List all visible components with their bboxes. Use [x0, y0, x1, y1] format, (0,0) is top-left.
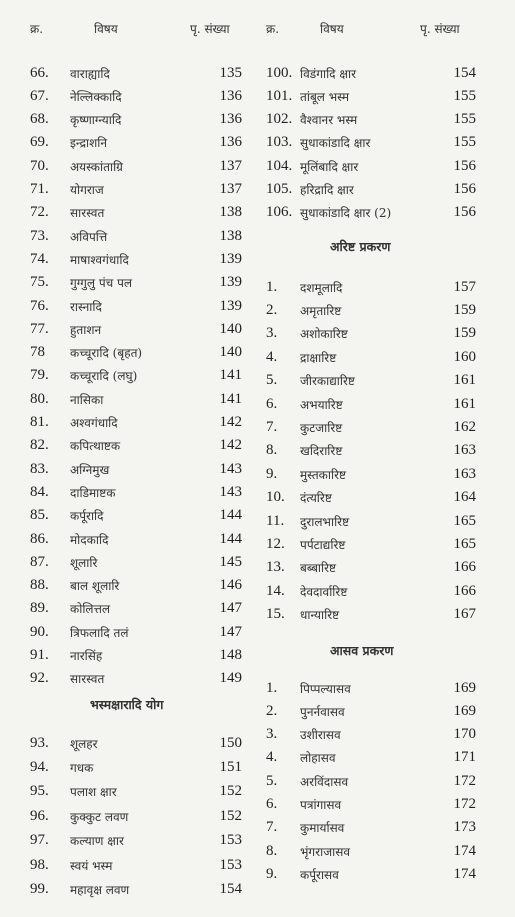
item-number: 74. [30, 250, 49, 267]
item-number: 97. [30, 832, 49, 849]
item-title: हुताशन [70, 322, 102, 337]
item-title: अभयारिष्ट [300, 397, 343, 412]
item-number: 72. [30, 204, 49, 221]
section-title-bhasma: भस्मक्षारादि योग [90, 697, 164, 712]
list-item [30, 295, 242, 317]
list-item [266, 463, 476, 485]
item-number: 73. [30, 227, 49, 244]
item-number: 8. [266, 442, 278, 459]
item-page-number: 144 [219, 530, 242, 547]
list-item [266, 155, 476, 177]
item-page-number: 144 [219, 507, 242, 524]
list-item [30, 318, 242, 340]
item-page-number: 169 [453, 679, 476, 696]
list-item [266, 440, 476, 462]
item-page-number: 148 [219, 647, 242, 663]
item-number: 13. [266, 559, 285, 576]
item-title: जीरकाद्यारिष्ट [300, 374, 355, 389]
list-item [266, 276, 476, 298]
item-page-number: 165 [453, 512, 476, 529]
item-page-number: 170 [453, 726, 476, 743]
item-title: देवदार्वारिष्ट [300, 584, 348, 599]
list-item [30, 505, 242, 527]
list-item [30, 481, 242, 503]
item-page-number: 154 [453, 64, 476, 81]
list-item [266, 557, 476, 579]
list-item [266, 85, 476, 107]
item-number: 99. [30, 880, 49, 897]
list-item [266, 179, 476, 201]
item-page-number: 139 [219, 250, 242, 267]
item-page-number: 147 [219, 600, 242, 617]
item-page-number: 152 [219, 783, 242, 800]
list-item [30, 179, 242, 201]
list-item [30, 388, 242, 410]
item-page-number: 173 [453, 819, 476, 836]
item-page-number: 154 [219, 880, 242, 897]
item-title: अश्वगंधादि [70, 416, 118, 430]
header-left-page: पृ. संख्या [190, 22, 230, 36]
list-item [30, 781, 242, 803]
list-item [30, 830, 242, 852]
list-item [30, 85, 242, 107]
item-title: तांबूल भस्म [300, 89, 350, 104]
item-title: पत्रांगासव [300, 798, 342, 812]
item-page-number: 160 [453, 348, 476, 365]
item-number: 102. [266, 111, 293, 128]
item-title: वैश्वानर भस्म [300, 113, 358, 128]
item-number: 86. [30, 530, 49, 547]
item-title: गुग्गुलु पंच पल [70, 276, 133, 291]
list-item [266, 604, 476, 626]
item-page-number: 142 [219, 437, 242, 454]
item-title: अग्निमुख [70, 462, 110, 477]
item-number: 1. [266, 278, 278, 295]
list-item [266, 323, 476, 345]
list-item [266, 346, 476, 368]
item-number: 14. [266, 582, 285, 599]
list-item [30, 645, 242, 667]
list-item [30, 435, 242, 457]
list-item [266, 677, 476, 699]
item-number: 96. [30, 807, 49, 824]
item-number: 4. [266, 749, 278, 766]
section-title-arishta: अरिष्ट प्रकरण [330, 239, 391, 254]
item-number: 106. [266, 204, 293, 221]
item-page-number: 155 [453, 87, 476, 104]
header-right-number: क्र. [266, 22, 280, 36]
item-page-number: 155 [453, 134, 476, 151]
item-page-number: 142 [219, 414, 242, 430]
item-title: पुनर्नवासव [300, 704, 345, 719]
list-item [30, 598, 242, 620]
item-number: 98. [30, 856, 49, 873]
item-title: विडंगादि क्षार [300, 66, 356, 81]
item-page-number: 143 [219, 483, 242, 500]
item-number: 76. [30, 297, 49, 314]
list-item [266, 299, 476, 321]
item-page-number: 153 [219, 856, 242, 873]
list-item [266, 840, 476, 862]
item-page-number: 171 [453, 749, 476, 766]
item-page-number: 152 [219, 807, 242, 824]
list-item [30, 155, 242, 177]
list-item [266, 202, 476, 224]
item-title: कुटजारिष्ट [300, 420, 343, 435]
item-page-number: 166 [453, 582, 476, 599]
item-number: 11. [266, 512, 285, 529]
header-right-subject: विषय [320, 22, 344, 36]
item-page-number: 159 [453, 325, 476, 342]
list-item [266, 132, 476, 154]
list-item [30, 202, 242, 224]
item-number: 79. [30, 367, 49, 384]
item-title: दशमूलादि [300, 280, 343, 295]
item-title: पर्पटाद्यरिष्ट [300, 537, 346, 552]
item-title: कच्चूरादि (लघु) [70, 369, 138, 384]
list-item [266, 533, 476, 555]
item-title: त्रिफलादि तलं [70, 625, 129, 640]
item-title: माषाश्वगंधादि [70, 252, 129, 267]
list-item [30, 342, 242, 364]
item-number: 82. [30, 437, 49, 454]
list-item [30, 732, 242, 754]
item-page-number: 156 [453, 181, 476, 197]
item-number: 95. [30, 783, 49, 800]
item-number: 93. [30, 734, 49, 751]
item-page-number: 146 [219, 577, 242, 594]
item-number: 69. [30, 134, 49, 151]
list-item [266, 416, 476, 438]
item-page-number: 136 [219, 134, 242, 151]
item-number: 92. [30, 670, 49, 687]
item-number: 94. [30, 758, 49, 775]
item-number: 80. [30, 390, 49, 407]
list-item [30, 225, 242, 247]
item-page-number: 137 [219, 181, 242, 197]
header-right-page: पृ. संख्या [420, 22, 460, 36]
item-number: 83. [30, 460, 49, 477]
item-title: बब्बारिष्ट [300, 561, 337, 576]
list-item [30, 132, 242, 154]
list-item [266, 487, 476, 509]
item-title: कल्याण क्षार [70, 834, 124, 849]
header-left-subject: विषय [94, 22, 118, 36]
item-page-number: 150 [219, 734, 242, 751]
item-title: महावृक्ष लवण [70, 882, 130, 897]
item-title: नेल्लिक्कादि [70, 89, 122, 104]
list-item [30, 528, 242, 550]
section-title-asava: आसव प्रकरण [330, 643, 394, 658]
item-number: 1. [266, 679, 278, 696]
item-number: 103. [266, 134, 293, 151]
item-number: 67. [30, 87, 49, 104]
item-title: अशोकारिष्ट [300, 327, 348, 342]
item-page-number: 140 [219, 320, 242, 337]
item-title: वाराह्यादि [70, 66, 110, 81]
list-item [266, 370, 476, 392]
item-title: अविपत्ति [70, 229, 108, 244]
item-page-number: 139 [219, 297, 242, 314]
list-item [30, 412, 242, 434]
item-number: 3. [266, 726, 278, 743]
item-title: सारस्वत [70, 206, 105, 221]
item-number: 2. [266, 301, 278, 318]
item-title: कुक्कुट लवण [70, 809, 129, 824]
item-number: 84. [30, 483, 49, 500]
item-page-number: 143 [219, 460, 242, 477]
item-page-number: 172 [453, 796, 476, 812]
item-number: 15. [266, 606, 285, 623]
list-item [30, 756, 242, 778]
item-title: कर्पूरासव [300, 867, 339, 882]
item-page-number: 155 [453, 111, 476, 128]
item-number: 104. [266, 157, 293, 174]
item-page-number: 138 [219, 204, 242, 221]
item-title: उशीरासव [300, 728, 341, 743]
item-page-number: 156 [453, 157, 476, 174]
list-item [266, 747, 476, 769]
item-number: 6. [266, 395, 278, 412]
list-item [266, 62, 476, 84]
item-title: सुधाकांडादि क्षार (2) [300, 206, 392, 221]
header-left-number: क्र. [30, 22, 44, 36]
item-number: 5. [266, 372, 278, 389]
item-number: 7. [266, 418, 278, 435]
item-number: 68. [30, 111, 49, 128]
item-number: 10. [266, 489, 285, 506]
item-page-number: 136 [219, 87, 242, 104]
item-number: 75. [30, 274, 49, 291]
item-number: 81. [30, 414, 49, 430]
item-page-number: 174 [453, 842, 476, 859]
list-item [30, 62, 242, 84]
list-item [266, 580, 476, 602]
item-title: लोहासव [300, 751, 336, 766]
list-item [266, 700, 476, 722]
item-title: नारसिंह [70, 649, 103, 663]
item-title: शूलारि [70, 555, 98, 570]
item-title: दंत्यरिष्ट [300, 491, 332, 506]
item-number: 4. [266, 348, 278, 365]
item-title: कर्पूरादि [70, 509, 104, 524]
list-item [30, 365, 242, 387]
list-item [30, 551, 242, 573]
item-page-number: 137 [219, 157, 242, 174]
item-number: 8. [266, 842, 278, 859]
item-number: 9. [266, 865, 278, 882]
item-title: कोलित्तल [70, 602, 110, 617]
list-item [30, 854, 242, 876]
item-number: 6. [266, 796, 278, 812]
item-number: 78 [30, 344, 45, 361]
list-item [266, 724, 476, 746]
item-title: शूलहर [70, 736, 98, 751]
item-title: मुस्तकारिष्ट [300, 467, 347, 482]
item-number: 77. [30, 320, 49, 337]
item-number: 5. [266, 772, 278, 789]
item-title: इन्द्राशनि [70, 136, 108, 151]
item-page-number: 163 [453, 442, 476, 459]
item-page-number: 167 [453, 606, 476, 623]
item-page-number: 164 [453, 489, 476, 506]
item-title: सुधाकांडादि क्षार [300, 136, 371, 151]
item-page-number: 139 [219, 274, 242, 291]
item-page-number: 151 [219, 758, 242, 775]
item-title: नासिका [70, 392, 104, 407]
item-page-number: 161 [453, 372, 476, 389]
item-title: मोदकादि [70, 532, 109, 547]
item-page-number: 161 [453, 395, 476, 412]
item-page-number: 174 [453, 865, 476, 882]
item-page-number: 147 [219, 623, 242, 640]
item-title: अरविंदासव [300, 774, 349, 789]
item-title: खदिरारिष्ट [300, 444, 343, 459]
item-page-number: 166 [453, 559, 476, 576]
item-page-number: 159 [453, 301, 476, 318]
item-number: 2. [266, 702, 278, 719]
list-item [266, 794, 476, 816]
item-title: मूलिंबादि क्षार [300, 159, 359, 174]
item-title: योगराज [70, 183, 104, 197]
item-title: दुरालभारिष्ट [300, 514, 350, 529]
item-page-number: 141 [219, 390, 242, 407]
item-title: सारस्वत [70, 672, 105, 687]
list-item [266, 863, 476, 885]
item-page-number: 138 [219, 227, 242, 244]
item-title: कुमार्यासव [300, 821, 345, 836]
item-title: बाल शूलारि [70, 579, 120, 594]
item-title: हरिद्रादि क्षार [300, 183, 354, 197]
item-number: 9. [266, 465, 278, 482]
item-page-number: 140 [219, 344, 242, 361]
item-number: 89. [30, 600, 49, 617]
list-item [266, 109, 476, 131]
item-number: 66. [30, 64, 49, 81]
item-page-number: 149 [219, 670, 242, 687]
list-item [30, 248, 242, 270]
list-item [30, 109, 242, 131]
item-title: अयस्कांताग्रि [70, 159, 123, 174]
list-item [30, 575, 242, 597]
item-title: पलाश क्षार [70, 785, 117, 800]
item-number: 91. [30, 647, 49, 663]
item-page-number: 153 [219, 832, 242, 849]
item-title: भृंगराजासव [300, 844, 351, 859]
item-title: कच्चूरादि (बृहत) [70, 346, 143, 361]
list-item [30, 621, 242, 643]
list-item [30, 458, 242, 480]
item-number: 3. [266, 325, 278, 342]
item-title: धान्यारिष्ट [300, 608, 340, 623]
item-title: दाडिमाष्टक [70, 485, 116, 500]
item-page-number: 141 [219, 367, 242, 384]
item-title: अमृतारिष्ट [300, 303, 342, 318]
item-page-number: 145 [219, 553, 242, 570]
item-number: 87. [30, 553, 49, 570]
list-item [30, 272, 242, 294]
item-number: 100. [266, 64, 293, 81]
item-number: 7. [266, 819, 278, 836]
item-title: गधक [70, 760, 94, 775]
list-item [266, 393, 476, 415]
item-page-number: 169 [453, 702, 476, 719]
item-title: पिप्पल्यासव [300, 681, 351, 696]
item-number: 88. [30, 577, 49, 594]
list-item [266, 510, 476, 532]
item-title: स्वयं भस्म [70, 858, 113, 873]
item-page-number: 136 [219, 111, 242, 128]
list-item [30, 805, 242, 827]
item-number: 101. [266, 87, 293, 104]
item-number: 90. [30, 623, 49, 640]
list-item [30, 878, 242, 900]
list-item [30, 668, 242, 690]
item-title: रास्नादि [70, 299, 102, 314]
item-page-number: 163 [453, 465, 476, 482]
item-page-number: 135 [219, 64, 242, 81]
item-number: 70. [30, 157, 49, 174]
item-page-number: 157 [453, 278, 476, 295]
list-item [266, 817, 476, 839]
item-number: 71. [30, 181, 49, 197]
item-page-number: 162 [453, 418, 476, 435]
item-page-number: 156 [453, 204, 476, 221]
item-number: 85. [30, 507, 49, 524]
item-title: कृष्णाग्न्यादि [70, 113, 122, 128]
item-number: 12. [266, 535, 285, 552]
list-item [266, 770, 476, 792]
item-title: द्राक्षारिष्ट [300, 350, 337, 365]
item-number: 105. [266, 181, 293, 197]
item-page-number: 165 [453, 535, 476, 552]
item-title: कपित्थाष्टक [70, 439, 121, 454]
item-page-number: 172 [453, 772, 476, 789]
